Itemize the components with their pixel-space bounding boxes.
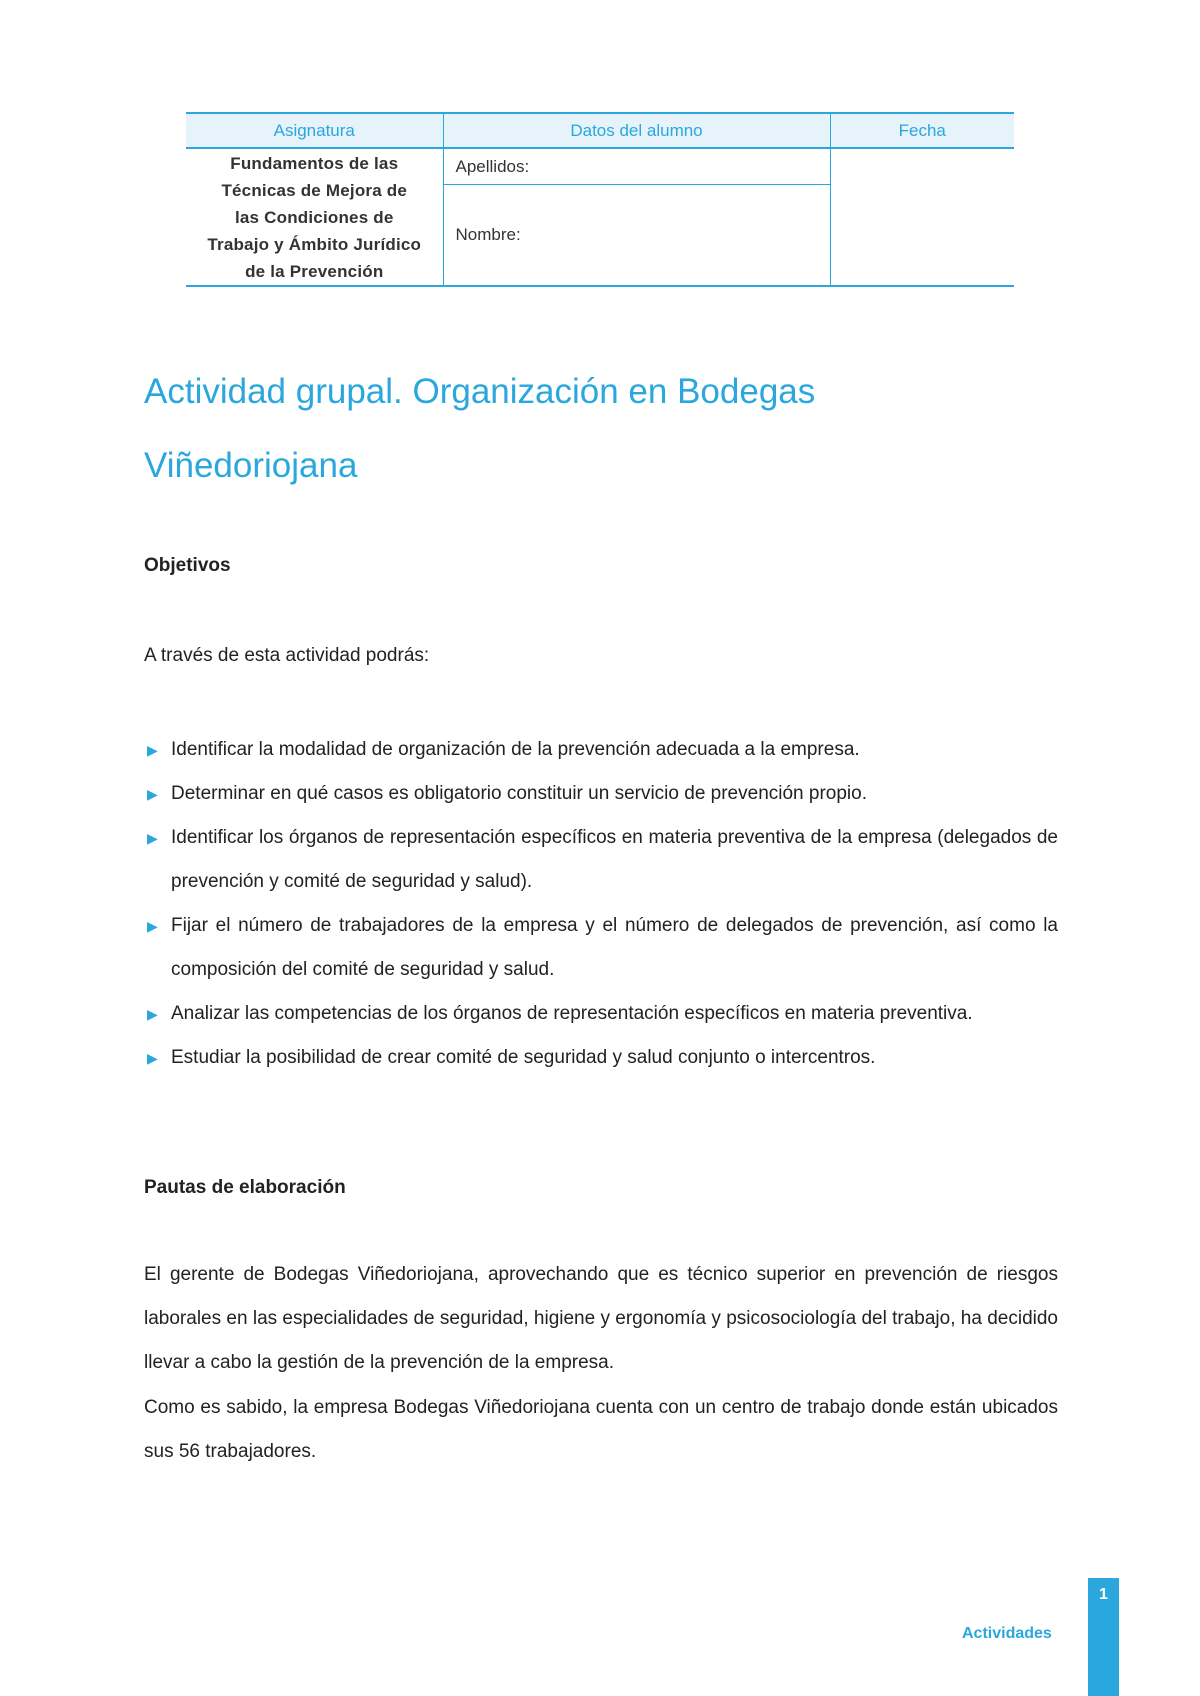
guidelines-heading: Pautas de elaboración — [144, 1177, 346, 1198]
header-col-date: Fecha — [830, 113, 1014, 148]
header-col-student: Datos del alumno — [443, 113, 830, 148]
header-col-subject: Asignatura — [186, 113, 443, 148]
list-item — [144, 992, 1058, 1036]
subject-line: Técnicas de Mejora de — [221, 180, 408, 200]
subject-line: las Condiciones de — [234, 207, 394, 227]
subject-line: de la Prevención — [245, 261, 384, 281]
triangle-bullet-icon: ▶ — [147, 786, 158, 802]
list-item — [144, 772, 1058, 816]
list-item-text: Fijar el número de trabajadores de la empresa y el número de delegados de prevención, así como la composición del comité de seguridad y salud. — [171, 915, 1058, 980]
title-line-1: Actividad grupal. Organización en Bodegas — [144, 372, 816, 411]
list-item — [144, 1036, 1058, 1080]
triangle-bullet-icon: ▶ — [147, 1006, 158, 1022]
list-item-text: Identificar los órganos de representación específicos en materia preventiva de la empresa (delegados de prevención y comité de seguridad y salud). — [171, 827, 1058, 892]
list-item-text: Identificar la modalidad de organización de la prevención adecuada a la empresa. — [171, 739, 860, 760]
list-item — [144, 904, 1058, 992]
surname-field[interactable]: Apellidos: — [443, 148, 830, 185]
list-item — [144, 816, 1058, 904]
list-item — [144, 728, 1058, 772]
page-title — [144, 355, 1064, 503]
guidelines-paragraph-2: Como es sabido, la empresa Bodegas Viñedoriojana cuenta con un centro de trabajo donde están ubicados sus 56 trabajadores. — [144, 1397, 1058, 1462]
title-line-2: Viñedoriojana — [144, 446, 358, 485]
page-number: 1 — [1099, 1586, 1108, 1603]
triangle-bullet-icon: ▶ — [147, 830, 158, 846]
triangle-bullet-icon: ▶ — [147, 742, 158, 758]
date-field[interactable] — [830, 148, 1014, 286]
objectives-heading: Objetivos — [144, 555, 231, 576]
objectives-intro: A través de esta actividad podrás: — [144, 645, 430, 666]
footer-section-label: Actividades — [962, 1625, 1052, 1642]
guidelines-paragraph-1: El gerente de Bodegas Viñedoriojana, aprovechando que es técnico superior en prevención de riesgos laborales en las especialidades de seguridad, higiene y ergonomía y psicosociología del trabajo, ha decidido llevar a cabo la gestión de la prevención de la empresa. — [144, 1264, 1058, 1373]
list-item-text: Estudiar la posibilidad de crear comité de seguridad y salud conjunto o intercentros. — [171, 1047, 876, 1068]
subject-name — [186, 148, 443, 286]
triangle-bullet-icon: ▶ — [147, 1050, 158, 1066]
name-field[interactable]: Nombre: — [443, 185, 830, 287]
objectives-list — [144, 728, 1058, 1080]
list-item-text: Determinar en qué casos es obligatorio constituir un servicio de prevención propio. — [171, 783, 867, 804]
page-number-tab — [1088, 1578, 1119, 1696]
list-item-text: Analizar las competencias de los órganos de representación específicos en materia preventiva. — [171, 1003, 973, 1024]
subject-line: Trabajo y Ámbito Jurídico — [207, 234, 422, 254]
triangle-bullet-icon: ▶ — [147, 918, 158, 934]
subject-line: Fundamentos de las — [230, 153, 399, 173]
header-table — [186, 112, 1014, 287]
